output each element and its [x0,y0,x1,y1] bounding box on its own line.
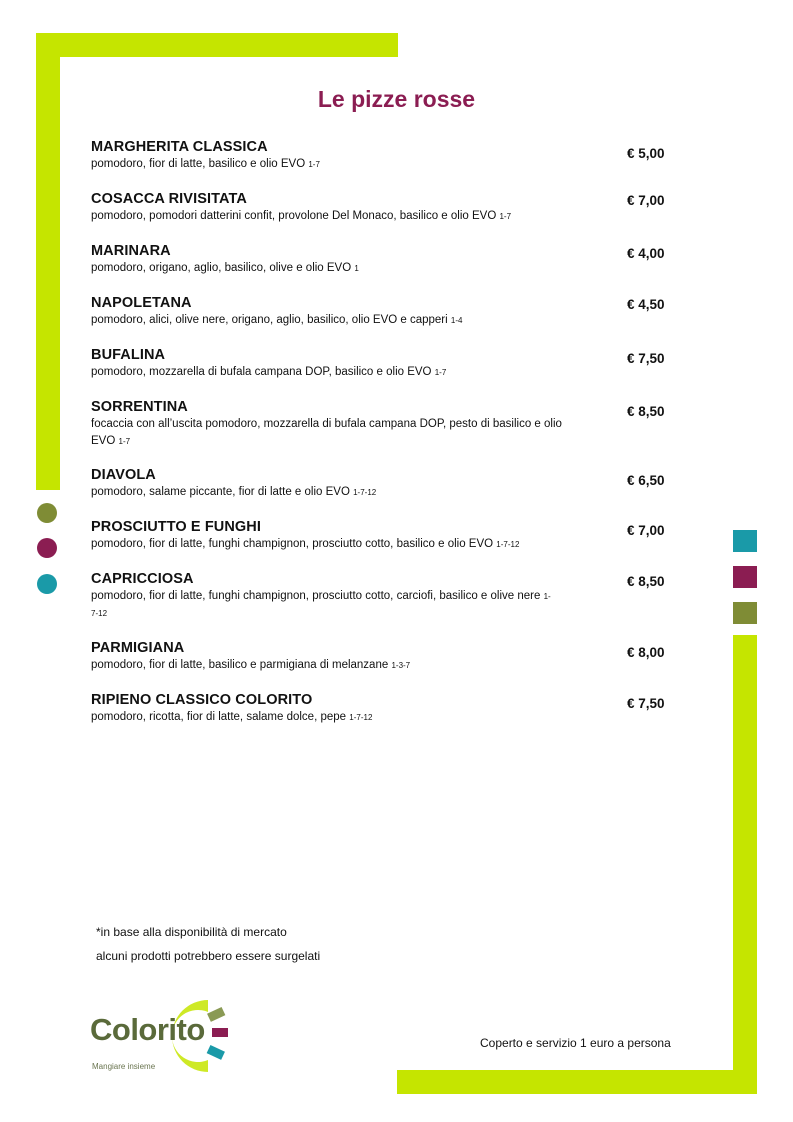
olive-dot [37,503,57,523]
item-description: pomodoro, pomodori datterini confit, provolone Del Monaco, basilico e olio EVO 1-7 [91,210,512,222]
item-allergens: 1 [354,264,359,273]
menu-item [91,190,591,225]
item-allergens: 1-7 [308,160,320,169]
item-price: € 7,50 [627,351,665,366]
item-name: COSACCA RIVISITATA [91,191,247,207]
item-allergens: 1-7-12 [353,488,377,497]
item-description: pomodoro, ricotta, fior di latte, salame dolce, pepe 1-7-12 [91,711,373,723]
cover-charge: Coperto e servizio 1 euro a persona [480,1036,671,1050]
menu-item [91,466,591,501]
item-price: € 4,50 [627,297,665,312]
item-description: pomodoro, alici, olive nere, origano, aglio, basilico, olio EVO e capperi 1-4 [91,314,463,326]
item-price: € 7,50 [627,696,665,711]
teal-dot [37,574,57,594]
plum-square [733,566,757,588]
menu-item [91,242,591,277]
frozen-note: alcuni prodotti potrebbero essere surgelati [96,949,321,963]
item-allergens: 1-3-7 [391,661,411,670]
item-description: pomodoro, fior di latte, funghi champignon, prosciutto cotto, basilico e olio EVO 1-7-12 [91,538,520,550]
item-description: pomodoro, salame piccante, fior di latte e olio EVO 1-7-12 [91,486,377,498]
item-name: BUFALINA [91,347,166,363]
item-price: € 7,00 [627,523,665,538]
item-description: pomodoro, fior di latte, funghi champignon, prosciutto cotto, carciofi, basilico e olive nere 1-7-12 [91,590,551,618]
item-price: € 5,00 [627,146,665,161]
item-name: MARINARA [91,243,171,259]
menu-item [91,398,581,450]
menu-item [91,691,591,726]
item-name: PARMIGIANA [91,640,185,656]
item-price: € 6,50 [627,473,665,488]
item-description: pomodoro, fior di latte, basilico e olio EVO 1-7 [91,158,320,170]
page-title: Le pizze rosse [317,86,476,112]
item-price: € 8,50 [627,404,665,419]
colorito-logo [90,996,240,1076]
teal-square [733,530,757,552]
menu-item [91,518,611,553]
menu-item [91,294,591,329]
item-description: focaccia con all’uscita pomodoro, mozzarella di bufala campana DOP, pesto di basilico e olio EVO 1-7 [91,418,562,447]
item-allergens: 1-4 [450,316,463,325]
item-allergens: 1-7-12 [349,713,373,722]
menu-item [91,570,551,622]
item-name: PROSCIUTTO E FUNGHI [91,519,262,535]
plum-dot [37,538,57,558]
menu-item [91,346,591,381]
item-price: € 7,00 [627,193,665,208]
item-name: RIPIENO CLASSICO COLORITO [91,692,313,708]
item-allergens: 1-7 [118,437,131,446]
logo-tagline: Mangiare insieme [92,1062,156,1071]
item-description: pomodoro, fior di latte, basilico e parmigiana di melanzane 1-3-7 [91,659,411,671]
item-name: CAPRICCIOSA [91,571,194,587]
item-name: DIAVOLA [91,467,156,483]
item-name: SORRENTINA [91,399,188,415]
item-allergens: 1-7-12 [91,592,551,618]
item-description: pomodoro, mozzarella di bufala campana DOP, basilico e olio EVO 1-7 [91,366,447,378]
frame-top-bar [36,33,398,57]
olive-square [733,602,757,624]
market-note: *in base alla disponibilità di mercato [96,925,287,939]
item-price: € 4,00 [627,246,665,261]
menu-item [91,138,591,173]
item-allergens: 1-7 [499,212,512,221]
item-price: € 8,50 [627,574,665,589]
item-allergens: 1-7-12 [496,540,520,549]
item-allergens: 1-7 [434,368,447,377]
frame-right-bar [733,635,757,1094]
item-name: NAPOLETANA [91,295,192,311]
item-price: € 8,00 [627,645,665,660]
item-name: MARGHERITA CLASSICA [91,139,268,155]
item-description: pomodoro, origano, aglio, basilico, olive e olio EVO 1 [91,262,359,274]
logo-wordmark: Colorito [90,1012,205,1047]
frame-bottom-bar [397,1070,757,1094]
menu-item [91,639,591,674]
